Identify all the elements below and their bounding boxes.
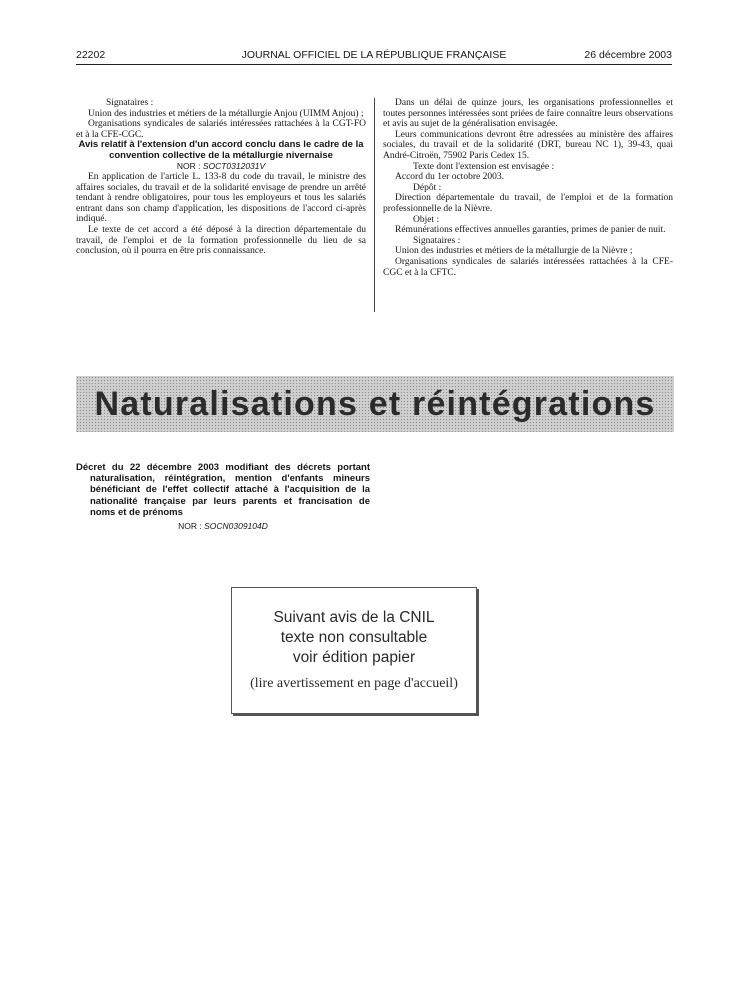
journal-title: JOURNAL OFFICIEL DE LA RÉPUBLIQUE FRANÇAISE bbox=[241, 49, 507, 61]
cnil-line-3: voir édition papier bbox=[292, 649, 416, 666]
right-column bbox=[383, 98, 673, 278]
left-column bbox=[76, 98, 366, 257]
cnil-line-1: Suivant avis de la CNIL bbox=[273, 609, 435, 626]
signataires-label-right: Signataires : bbox=[413, 235, 461, 246]
header-rule bbox=[76, 64, 672, 65]
delai-paragraph: Dans un délai de quinze jours, les organisations professionnelles et toutes personnes intéressées sont priées de faire connaître leurs observations et avis au sujet de la généralisation envisagée. bbox=[383, 98, 673, 130]
decret-title: Décret du 22 décembre 2003 modifiant des décrets portant naturalisation, réintégration, mention d'enfants mineurs bénéficiant de l'effet collectif attaché à l'acquisition de la nationalité française par leurs parents et francisation de noms et de prénoms bbox=[76, 462, 370, 518]
decret-nor bbox=[76, 521, 370, 532]
objet-label: Objet : bbox=[413, 214, 440, 225]
texte-label: Texte dont l'extension est envisagée : bbox=[413, 161, 555, 172]
page-header bbox=[76, 49, 672, 63]
depot-label: Dépôt : bbox=[413, 182, 442, 193]
issue-date: 26 décembre 2003 bbox=[584, 49, 672, 61]
avis-nor bbox=[76, 161, 366, 172]
cnil-notice-box bbox=[231, 587, 477, 714]
signataire-employeurs: Union des industries et métiers de la métallurgie Anjou (UIMM Anjou) ; bbox=[88, 108, 364, 119]
section-banner bbox=[76, 376, 674, 432]
depot-value: Direction départementale du travail, de l'emploi et de la formation professionnelle de la Nièvre. bbox=[383, 193, 673, 214]
column-divider bbox=[374, 98, 375, 312]
cnil-line-4: (lire avertissement en page d'accueil) bbox=[250, 676, 458, 691]
objet-value: Rémunérations effectives annuelles garanties, primes de panier de nuit. bbox=[395, 225, 666, 236]
avis-paragraph-1: En application de l'article L. 133-8 du code du travail, le ministre des affaires sociales, du travail et de la solidarité envisage de prendre un arrêté tendant à rendre obligatoires, pour tous les employeurs et tous les salariés entrant dans son champ d'application, les dispositions de l'accord ci-après indiqué. bbox=[76, 171, 366, 225]
page-number: 22202 bbox=[76, 49, 106, 61]
decret-nor-label: NOR : bbox=[178, 521, 202, 532]
section-title: Naturalisations et réintégrations bbox=[94, 384, 656, 423]
signataire-employeurs-right: Union des industries et métiers de la métallurgie de la Nièvre ; bbox=[395, 246, 633, 257]
decret-block bbox=[76, 462, 370, 532]
nor-label: NOR : bbox=[176, 161, 201, 172]
signataire-salaries: Organisations syndicales de salariés intéressées rattachées à la CGT-FO et à la CFE-CGC. bbox=[76, 119, 366, 140]
avis-paragraph-2: Le texte de cet accord a été déposé à la direction départementale du travail, de l'emploi et de la formation professionnelle du lieu de sa conclusion, où il pourra en être pris connaissance. bbox=[76, 224, 366, 257]
communications-paragraph: Leurs communications devront être adressées au ministère des affaires sociales, du travail et de la solidarité (DRT, bureau NC 1), 39-43, quai André-Citroën, 75902 Paris Cedex 15. bbox=[383, 129, 673, 161]
decret-nor-code: SOCN0309104D bbox=[204, 521, 268, 532]
cnil-line-2: texte non consultable bbox=[280, 629, 428, 646]
signataire-salaries-right: Organisations syndicales de salariés intéressées rattachées à la CFE-CGC et à la CFTC. bbox=[383, 256, 673, 278]
signataires-label: Signataires : bbox=[106, 98, 154, 108]
nor-code: SOCT0312031V bbox=[202, 161, 266, 172]
texte-value: Accord du 1er octobre 2003. bbox=[395, 172, 504, 183]
avis-title: Avis relatif à l'extension d'un accord conclu dans le cadre de la convention collective de la métallurgie nivernaise bbox=[78, 139, 364, 161]
